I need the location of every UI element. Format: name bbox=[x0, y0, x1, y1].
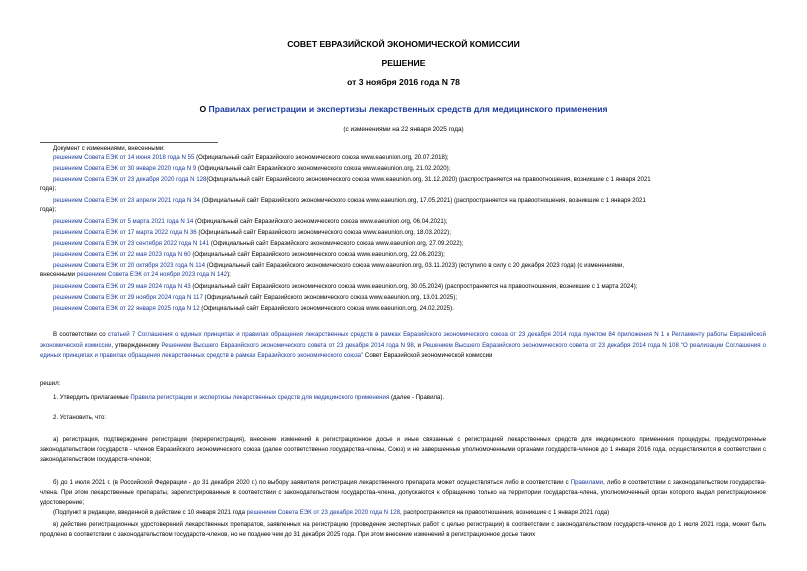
doc-title bbox=[0, 104, 807, 114]
list-item: решением Совета ЕЭК от 23 апреля 2021 года N 34 (Официальный сайт Евразийского экономического союза www.eaeunion.org, 17.05.2021) (распространяется на правоотношения, возникшие с 1 января 2021 bbox=[53, 197, 646, 204]
list-item: решением Совета ЕЭК от 17 марта 2022 года N 36 (Официальный сайт Евразийского экономического союза www.eaeunion.org, 18.03.2022); bbox=[53, 229, 451, 236]
list-item: решением Совета ЕЭК от 23 декабря 2020 года N 128(Официальный сайт Евразийского экономического союза www.eaeunion.org, 31.12.2020) (распространяется на правоотношения, возникшие с 1 января 2021 bbox=[53, 176, 651, 183]
list-item: решением Совета ЕЭК от 29 мая 2024 года N 43 (Официальный сайт Евразийского экономического союза www.eaeunion.org, 30.05.2024) (распространяется на правоотношения, возникшие с 1 марта 2024); bbox=[53, 283, 638, 290]
resolved-label: решил: bbox=[40, 380, 61, 387]
list-item: решением Совета ЕЭК от 30 января 2020 года N 9 (Официальный сайт Евразийского экономического союза www.eaeunion.org, 21.02.2020); bbox=[53, 165, 451, 172]
subitem-v: в) действие регистрационных удостоверений лекарственных препаратов, заявленных на регистрацию (проведение экспертных работ с целью регистрации) в соответствии с законодательством государств-членов до 1 июля 2021 года, может быть продлено в соответствии с законодательством государств-членов, но не позднее чем до 31 декабря 2025 года. При этом внесение изменений в регистрационное досье таких bbox=[40, 521, 766, 539]
subitem-b: б) до 1 июля 2021 г. (в Российской Федерации - до 31 декабря 2020 г.) по выбору заявителя регистрация лекарственного препарата может осуществляться либо в соответствии с Правилами, либо в соответствии с законодательством государства-члена. При этом лекарственные препараты, зарегистрированные в соответствии с законодательством государства-члена, допускаются к обращению только на территории государства-члена, уполномоченный орган которого выдал регистрационное удостоверение; bbox=[40, 479, 767, 507]
doc-type: РЕШЕНИЕ bbox=[381, 58, 426, 68]
amendment-link[interactable]: решением Совета ЕЭК от 22 января 2025 года N 12 bbox=[53, 305, 200, 312]
list-item-cont: внесенными решением Совета ЕЭК от 24 ноября 2023 года N 142); bbox=[40, 271, 231, 278]
list-item-cont: года); bbox=[40, 185, 57, 192]
amendment-link[interactable]: решением Совета ЕЭК от 5 марта 2021 года N 14 bbox=[53, 218, 194, 225]
decision-108-link[interactable]: Решением Высшего Евразийского экономического совета от 23 декабря 2014 года N 108 "О реализации Соглашения о единых принципах и правилах обращения лекарственных средств в рамках Евразийского экономического союза" bbox=[40, 341, 767, 360]
list-item: решением Совета ЕЭК от 22 января 2025 года N 12 (Официальный сайт Евразийского экономического союза www.eaeunion.org, 24.02.2025). bbox=[53, 305, 454, 312]
item-2: 2. Установить, что: bbox=[53, 414, 107, 421]
list-item: решением Совета ЕЭК от 22 мая 2023 года N 60 (Официальный сайт Евразийского экономического союза www.eaeunion.org, 22.06.2023); bbox=[53, 251, 445, 258]
amendment-link[interactable]: решением Совета ЕЭК от 17 марта 2022 года N 36 bbox=[53, 229, 197, 236]
list-item: решением Совета ЕЭК от 20 октября 2023 года N 114 (Официальный сайт Евразийского экономического союза www.eaeunion.org, 03.11.2023) (вступило в силу с 20 декабря 2023 года) (с изменениями, bbox=[53, 262, 625, 269]
rules-link[interactable]: Правила регистрации и экспертизы лекарственных средств для медицинского применения bbox=[130, 394, 390, 401]
amendment-link[interactable]: решением Совета ЕЭК от 23 сентября 2022 года N 141 bbox=[53, 240, 210, 247]
list-item: решением Совета ЕЭК от 23 сентября 2022 года N 141 (Официальный сайт Евразийского экономического союза www.eaeunion.org, 27.09.2022); bbox=[53, 240, 464, 247]
list-item: решением Совета ЕЭК от 5 марта 2021 года N 14 (Официальный сайт Евразийского экономического союза www.eaeunion.org, 06.04.2021); bbox=[53, 218, 448, 225]
subitem-a: а) регистрация, подтверждение регистрации (перерегистрация), внесение изменений в регистрационное досье и иные связанные с регистрацией лекарственных средств для медицинского применения процедуры, предусмотренные законодательством государств - членов Евразийского экономического союза (далее соответственно государства-члены, Союз) и не завершенные уполномоченными органами государств-членов до 1 января 2016 года, осуществляются в соответствии с законодательством государств-членов; bbox=[40, 436, 766, 464]
doc-title-prefix: О bbox=[199, 104, 209, 114]
preamble-paragraph: В соответствии со статьей 7 Соглашения о единых принципах и правилах обращения лекарственных средств в рамках Евразийского экономического союза от 23 декабря 2014 года пунктом 84 приложения N 1 к Регламенту работы Евразийской экономической комиссии, утвержденному Решением Высшего Евразийского экономического совета от 23 декабря 2014 года N 98, и Решением Высшего Евразийского экономического совета от 23 декабря 2014 года N 108 "О реализации Соглашения о единых принципах и правилах обращения лекарственных средств в рамках Евразийского экономического союза" Совет Евразийской экономической комиссии bbox=[40, 331, 767, 360]
list-item: решением Совета ЕЭК от 29 ноября 2024 года N 117 (Официальный сайт Евразийского экономического союза www.eaeunion.org, 13.01.2025); bbox=[53, 294, 458, 301]
item-1: 1. Утвердить прилагаемые Правила регистрации и экспертизы лекарственных средств для медицинского применения (далее - Правила). bbox=[53, 394, 445, 401]
amendment-link[interactable]: решением Совета ЕЭК от 20 октября 2023 года N 114 bbox=[53, 262, 206, 269]
list-item-cont: года); bbox=[40, 206, 57, 213]
amendment-link[interactable]: решением Совета ЕЭК от 23 декабря 2020 года N 128 bbox=[53, 176, 207, 183]
doc-date: от 3 ноября 2016 года N 78 bbox=[347, 77, 460, 87]
org-title: СОВЕТ ЕВРАЗИЙСКОЙ ЭКОНОМИЧЕСКОЙ КОМИССИИ bbox=[287, 39, 520, 49]
subitem-b-note: (Подпункт в редакции, введенной в действие с 10 января 2021 года решением Совета ЕЭК от 23 декабря 2020 года N 128, распространяется на правоотношения, возникшие с 1 января 2021 года) bbox=[53, 509, 610, 516]
amendment-link[interactable]: решением Совета ЕЭК от 29 ноября 2024 года N 117 bbox=[53, 294, 203, 301]
agreement-article-link[interactable]: статьей 7 Соглашения о единых принципах и правилах обращения лекарственных средств в рамках Евразийского экономического союза от 23 декабря 2014 года bbox=[107, 331, 582, 338]
regulation-link[interactable]: пунктом 84 приложения N 1 к Регламенту работы Евразийской экономической комиссии bbox=[40, 331, 766, 349]
amended-note: (с изменениями на 22 января 2025 года) bbox=[343, 126, 464, 133]
rules-title-link[interactable]: Правилах регистрации и экспертизы лекарственных средств для медицинского применения bbox=[208, 104, 608, 114]
divider-top bbox=[40, 142, 218, 143]
amendment-link[interactable]: решением Совета ЕЭК от 23 апреля 2021 года N 34 bbox=[53, 197, 200, 204]
decision-128-link[interactable]: решением Совета ЕЭК от 23 декабря 2020 года N 128 bbox=[246, 509, 401, 516]
amendment-link[interactable]: решением Совета ЕЭК от 30 января 2020 года N 9 bbox=[53, 165, 197, 172]
amendment-link[interactable]: решением Совета ЕЭК от 14 июня 2018 года N 55 bbox=[53, 154, 195, 161]
changes-intro: Документ с изменениями, внесенными: bbox=[53, 145, 165, 152]
amendment-link[interactable]: решением Совета ЕЭК от 24 ноября 2023 года N 142 bbox=[76, 271, 228, 278]
amendment-link[interactable]: решением Совета ЕЭК от 29 мая 2024 года N 43 bbox=[53, 283, 191, 290]
decision-98-link[interactable]: Решением Высшего Евразийского экономического совета от 23 декабря 2014 года N 98 bbox=[161, 341, 414, 349]
rules-link[interactable]: Правилами bbox=[570, 479, 604, 486]
amendment-link[interactable]: решением Совета ЕЭК от 22 мая 2023 года N 60 bbox=[53, 251, 191, 258]
list-item: решением Совета ЕЭК от 14 июня 2018 года N 55 (Официальный сайт Евразийского экономического союза www.eaeunion.org, 20.07.2018); bbox=[53, 154, 449, 161]
